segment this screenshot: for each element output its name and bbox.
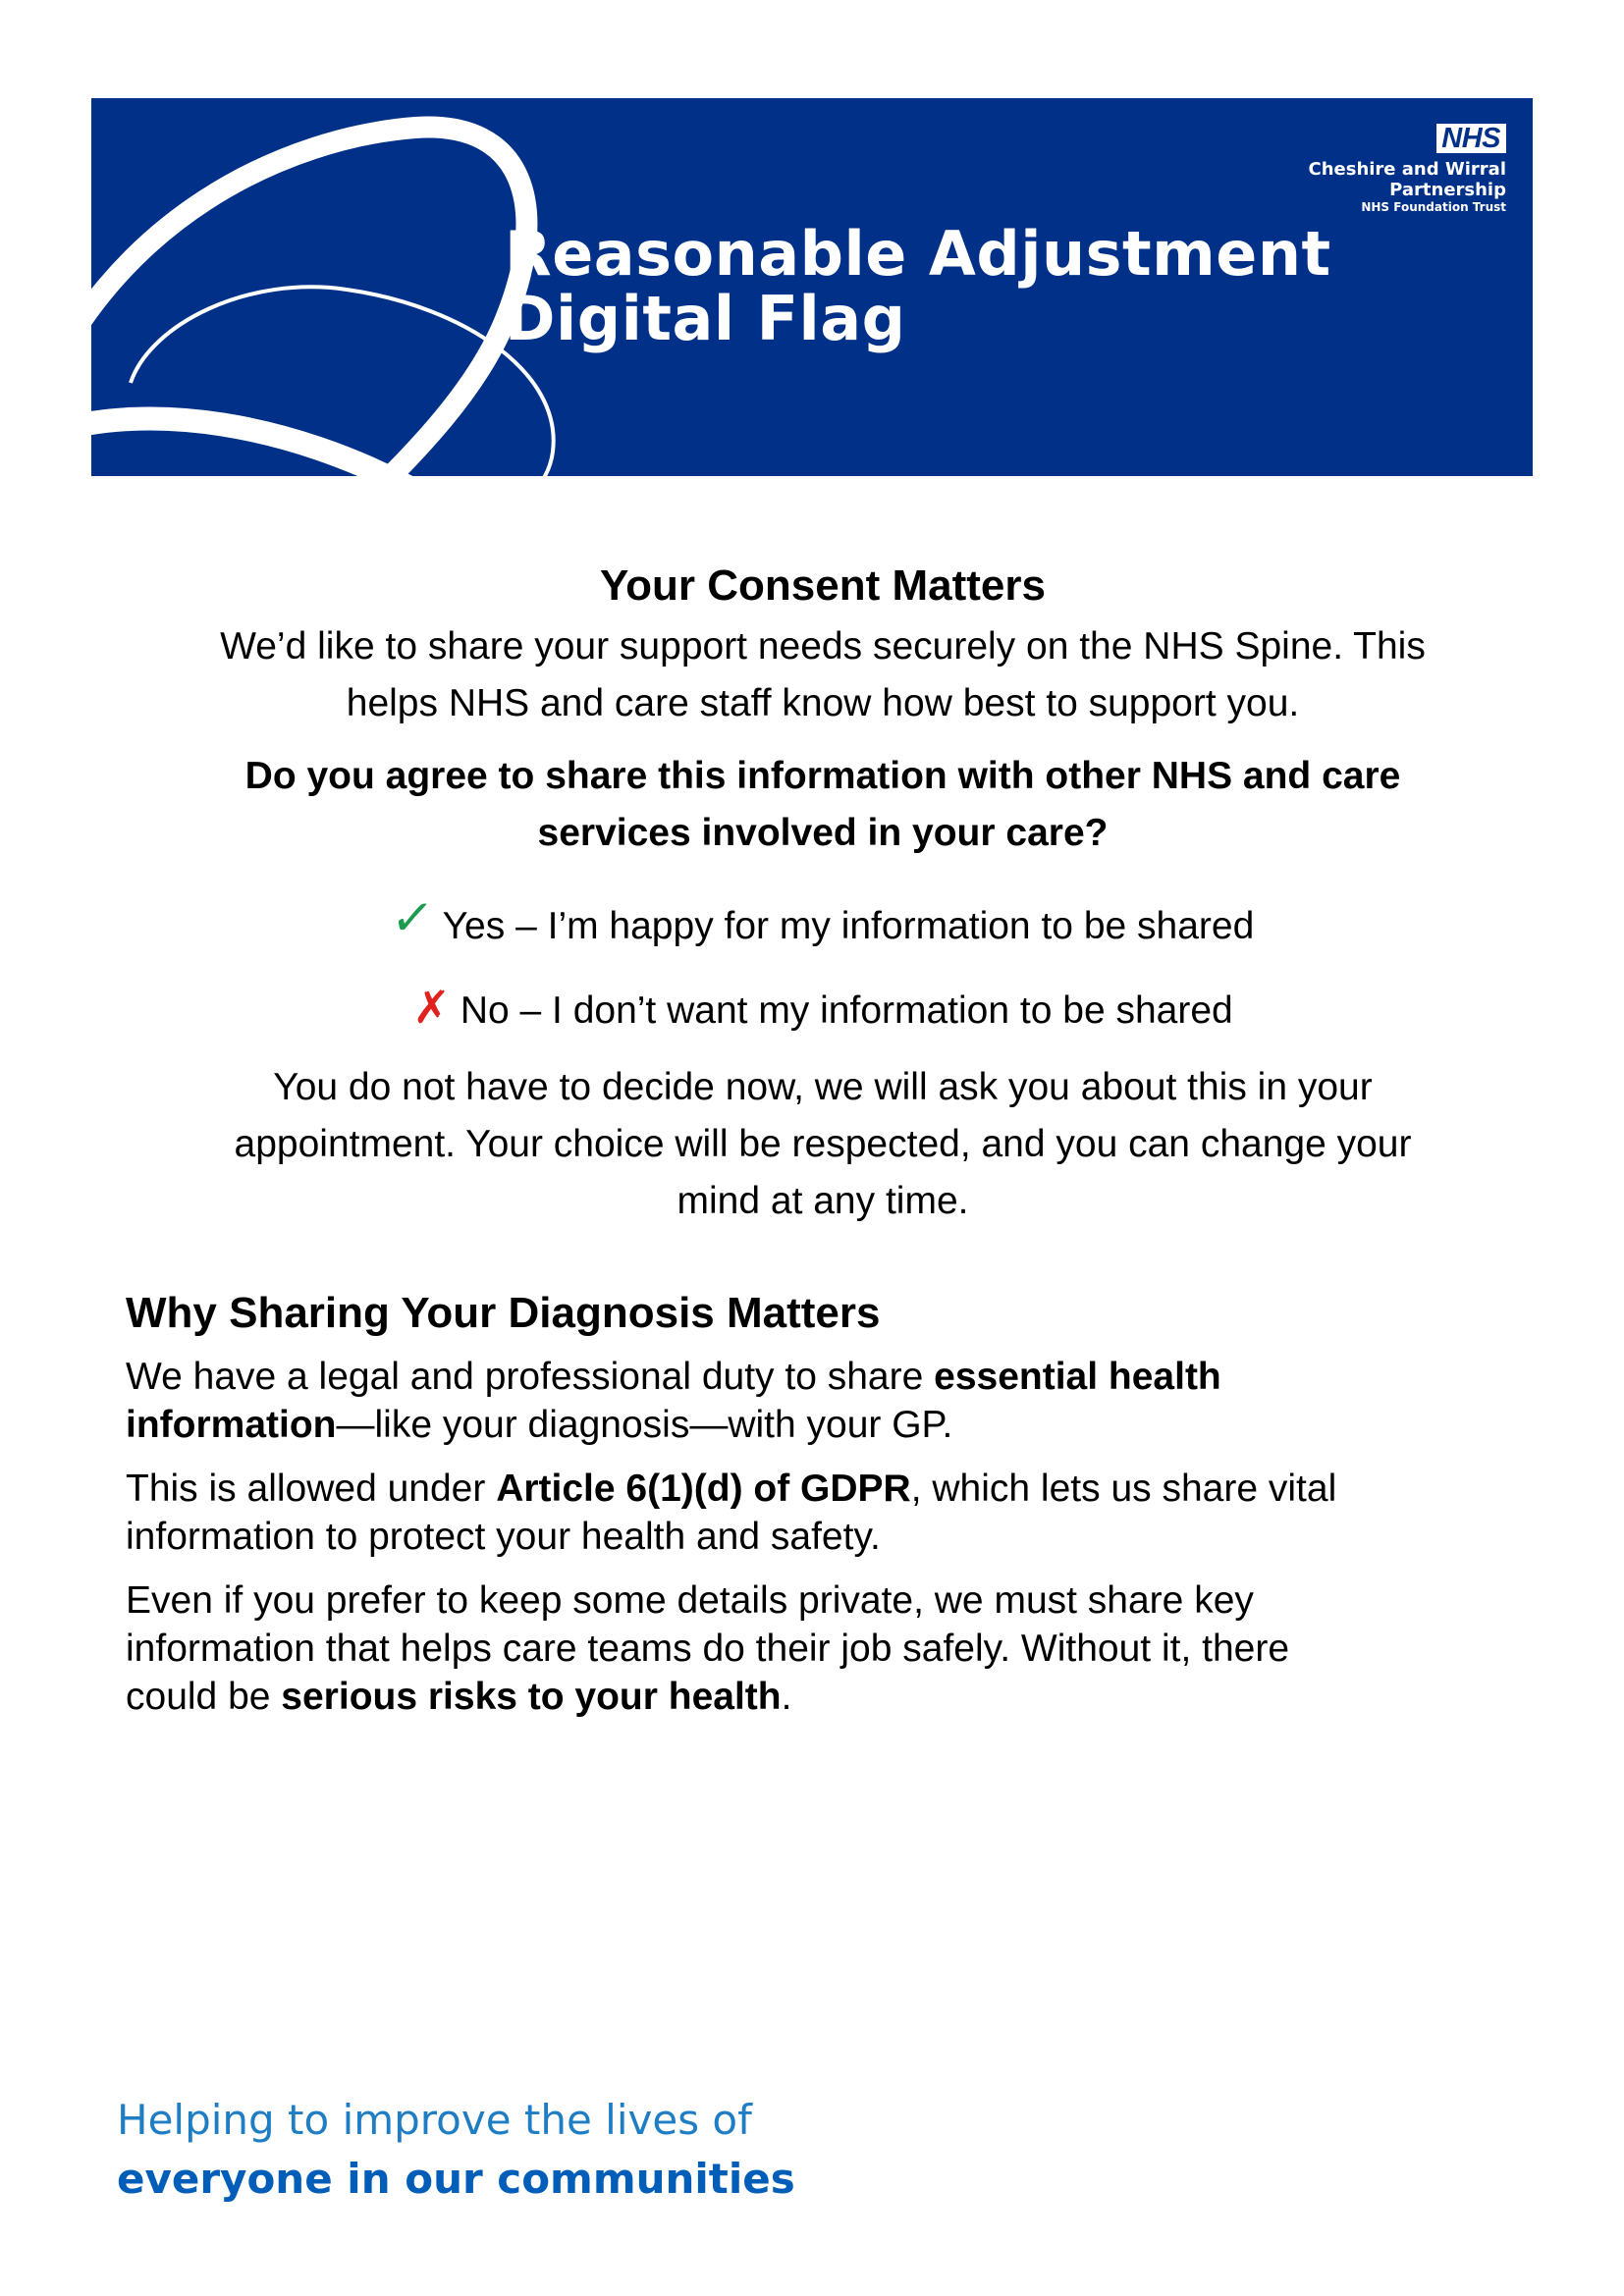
banner-title-line1: Reasonable Adjustment: [505, 218, 1331, 290]
footer-tagline: [117, 2092, 795, 2210]
p1-text-a: We have a legal and professional duty to share: [126, 1356, 935, 1398]
p3-text-e: .: [781, 1676, 792, 1718]
p2-text-a: This is allowed under: [126, 1468, 497, 1510]
consent-intro-line1: We’d like to share your support needs securely on the NHS Spine. This: [220, 625, 1426, 667]
p1-text-d: —like your diagnosis—with your GP.: [336, 1404, 953, 1446]
cross-icon: ✗: [412, 981, 451, 1034]
p3-text-b: information that helps care teams do their job safely. Without it, there: [126, 1628, 1290, 1670]
p2-text-d: information to protect your health and safety.: [126, 1516, 881, 1558]
nhs-logo-icon: NHS: [1436, 124, 1506, 153]
consent-heading: Your Consent Matters: [600, 561, 1046, 610]
org-name-line2: Partnership: [1389, 180, 1506, 200]
diagnosis-paragraph-2: [126, 1465, 1520, 1561]
consent-intro-line2: helps NHS and care staff know how best to support you.: [346, 682, 1300, 724]
consent-question-line2: services involved in your care?: [537, 812, 1109, 854]
tagline-line1: Helping to improve the lives of: [117, 2096, 752, 2144]
p1-bold-c: information: [126, 1404, 337, 1446]
consent-question-line1: Do you agree to share this information with other NHS and care: [244, 755, 1401, 797]
banner-title: [505, 218, 1331, 354]
p2-text-c: , which lets us share vital: [910, 1468, 1337, 1510]
diagnosis-paragraph-3: [126, 1576, 1520, 1721]
consent-note-line1: You do not have to decide now, we will ask you about this in your: [273, 1066, 1373, 1108]
banner-title-line2: Digital Flag: [505, 283, 906, 354]
consent-intro: [126, 618, 1520, 732]
diagnosis-paragraph-1: [126, 1353, 1520, 1449]
org-name-line1: Cheshire and Wirral: [1308, 159, 1506, 180]
option-yes: [126, 890, 1520, 951]
consent-question: [126, 748, 1520, 862]
check-icon: ✓: [387, 890, 437, 945]
p2-bold-b: Article 6(1)(d) of GDPR: [496, 1468, 911, 1510]
consent-section: [126, 561, 1520, 1230]
org-name-line3: NHS Foundation Trust: [1361, 200, 1506, 214]
diagnosis-section: [126, 1288, 1520, 1721]
consent-note-line2: appointment. Your choice will be respected, and you can change your: [234, 1123, 1412, 1165]
option-yes-label: Yes – I’m happy for my information to be shared: [442, 905, 1255, 947]
header-banner: [91, 98, 1533, 476]
p3-text-a: Even if you prefer to keep some details private, we must share key: [126, 1579, 1254, 1622]
p1-bold-b: essential health: [934, 1356, 1221, 1398]
diagnosis-heading: Why Sharing Your Diagnosis Matters: [126, 1289, 881, 1337]
p3-bold-d: serious risks to your health: [281, 1676, 782, 1718]
nhs-trust-logo: [1309, 124, 1507, 215]
consent-note: [126, 1059, 1520, 1230]
option-no-label: No – I don’t want my information to be shared: [460, 989, 1233, 1032]
p3-text-c: could be: [126, 1676, 282, 1718]
consent-note-line3: mind at any time.: [677, 1180, 969, 1222]
option-no: [126, 983, 1520, 1036]
tagline-line2: everyone in our communities: [117, 2155, 795, 2203]
